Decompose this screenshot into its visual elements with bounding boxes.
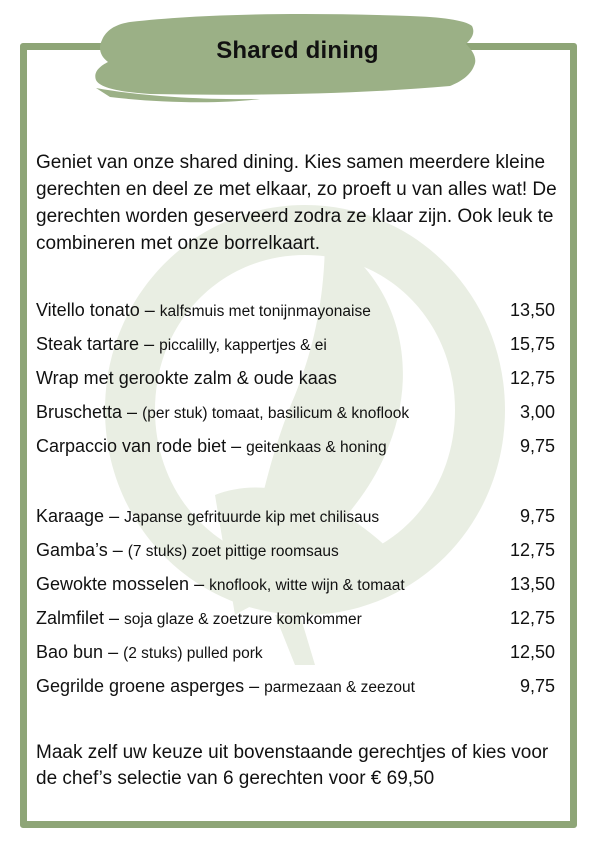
dish-name: Steak tartare [36, 334, 140, 354]
dish-name: Carpaccio van rode biet [36, 436, 227, 456]
dish-separator: – [104, 608, 125, 628]
dish-name: Zalmfilet [36, 608, 105, 628]
dish-description: (2 stuks) pulled pork [123, 645, 263, 662]
dish-name: Gegrilde groene asperges [36, 676, 245, 696]
dish-description: knoflook, witte wijn & tomaat [209, 577, 405, 594]
dish-name: Gewokte mosselen [36, 574, 190, 594]
dish-price: 13,50 [509, 574, 555, 594]
dish-separator: – [189, 574, 210, 594]
dish-description: soja glaze & zoetzure komkommer [124, 611, 362, 628]
dish-separator: – [244, 676, 265, 696]
dish-price: 3,00 [519, 402, 555, 422]
dish-description: kalfsmuis met tonijnmayonaise [159, 303, 371, 320]
dish-description: (7 stuks) zoet pittige roomsaus [127, 543, 339, 560]
dish-name: Bruschetta [36, 402, 123, 422]
dish-name: Wrap met gerookte zalm & oude kaas [36, 368, 337, 388]
page-title: Shared dining [216, 37, 379, 64]
dish-price: 12,50 [509, 642, 555, 662]
dish-description: Japanse gefrituurde kip met chilisaus [124, 509, 380, 526]
dish-description: (per stuk) tomaat, basilicum & knoflook [142, 405, 410, 422]
dish-price: 12,75 [509, 608, 555, 628]
menu-item [36, 605, 555, 631]
intro-text: Geniet van onze shared dining. Kies samen meerdere kleine gerechten en deel ze met elkaar, zo proeft u van alles wat! De gerechten worden geserveerd zodra ze klaar zijn. Ook leuk te combineren met onze borrelkaart. [36, 152, 557, 254]
dish-separator: – [226, 436, 247, 456]
dish-price: 9,75 [519, 436, 555, 456]
dish-price: 13,50 [509, 300, 555, 320]
menu-item [36, 399, 555, 425]
dish-separator: – [104, 506, 125, 526]
dish-separator: – [139, 300, 160, 320]
menu-item [36, 433, 555, 459]
menu-item [36, 639, 555, 665]
footer-text: Maak zelf uw keuze uit bovenstaande gerechtjes of kies voor de chef’s selectie van 6 gerechten voor € 69,50 [36, 742, 549, 789]
menu-item [36, 331, 555, 357]
menu-item [36, 673, 555, 699]
menu-item [36, 503, 555, 529]
dish-separator: – [107, 540, 128, 560]
dish-name: Karaage [36, 506, 105, 526]
dish-price: 15,75 [509, 334, 555, 354]
dish-price: 9,75 [519, 506, 555, 526]
dish-price: 12,75 [509, 368, 555, 388]
menu-item [36, 537, 555, 563]
dish-price: 9,75 [519, 676, 555, 696]
dish-description: geitenkaas & honing [246, 439, 387, 456]
menu-item [36, 365, 555, 391]
dish-description: piccalilly, kappertjes & ei [159, 337, 327, 354]
dish-separator: – [103, 642, 124, 662]
dish-name: Bao bun [36, 642, 104, 662]
dish-separator: – [139, 334, 160, 354]
dish-name: Vitello tonato [36, 300, 140, 320]
menu-item [36, 571, 555, 597]
dish-description: parmezaan & zeezout [264, 679, 415, 696]
dish-price: 12,75 [509, 540, 555, 560]
dish-separator: – [122, 402, 143, 422]
dish-name: Gamba’s [36, 540, 108, 560]
menu-item [36, 297, 555, 323]
